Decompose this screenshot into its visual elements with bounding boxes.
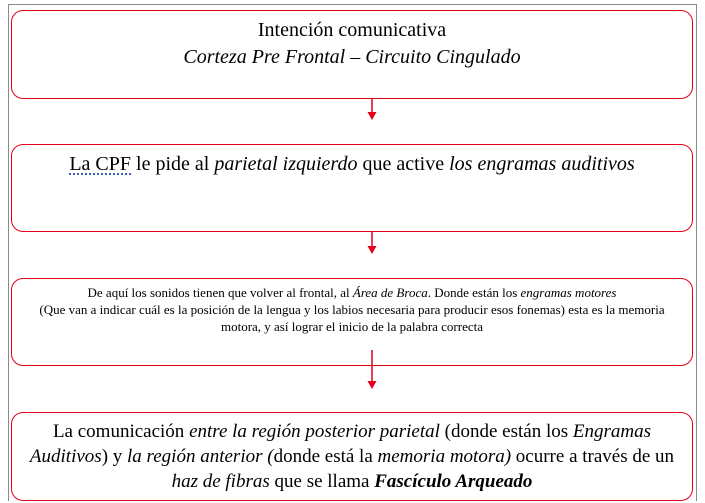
box3-text: De aquí los sonidos tienen que volver al frontal, al Área de Broca. Donde están los engramas motores bbox=[87, 285, 617, 300]
box-broca-area bbox=[11, 278, 693, 366]
box-arcuate-fasciculus bbox=[11, 412, 693, 501]
box1-title: Intención comunicativa bbox=[257, 19, 447, 41]
box2-text: La CPF le pide al parietal izquierdo que active los engramas auditivos bbox=[69, 153, 635, 175]
box1-subtitle: Corteza Pre Frontal – Circuito Cingulado bbox=[183, 46, 521, 68]
arrow-3 bbox=[366, 350, 378, 390]
arrow-1 bbox=[366, 99, 378, 121]
box-cpf-parietal bbox=[11, 144, 693, 232]
cpf-abbr: La CPF bbox=[69, 153, 132, 175]
box-communicative-intention bbox=[11, 10, 693, 99]
box3-note: (Que van a indicar cuál es la posición de la lengua y los labios necesaria para producir esos fonemas) esta es la memoria motora, y así lograr el inicio de la palabra correcta bbox=[39, 302, 665, 334]
arrow-2 bbox=[366, 232, 378, 255]
box4-text: La comunicación entre la región posterior parietal (donde están los Engramas Auditivos) y la región anterior (donde está la memoria motora) ocurre a través de un haz de fibras que se llama Fascículo Arqueado bbox=[29, 421, 675, 492]
